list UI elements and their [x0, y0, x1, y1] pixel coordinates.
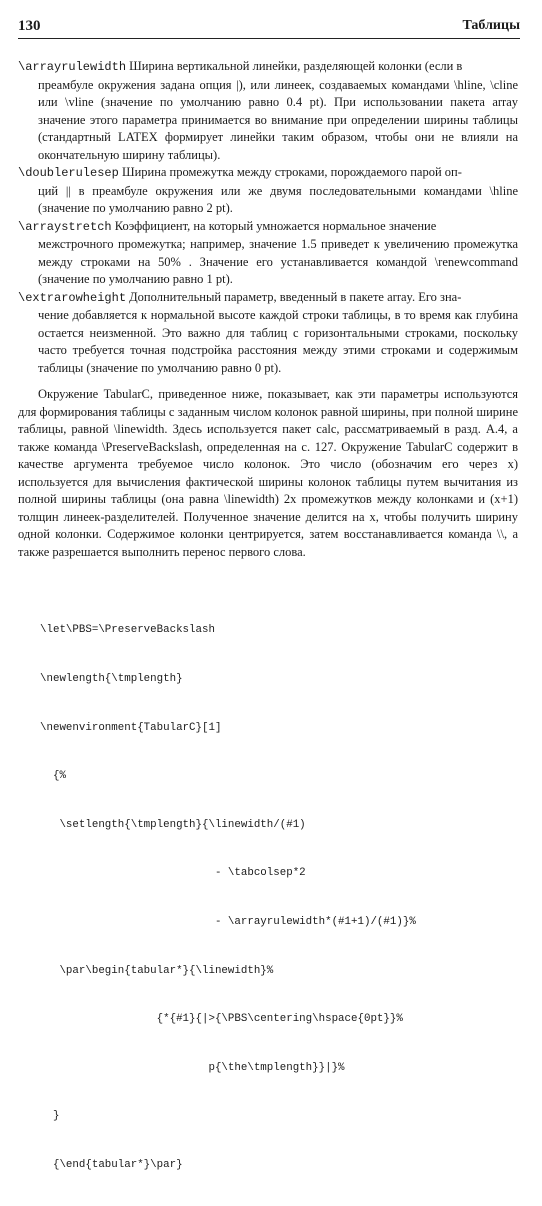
- code-line: {\end{tabular*}\par}: [40, 1158, 183, 1171]
- definition-first-line: Ширина вертикальной линейки, разделяющей колонки (если в: [129, 59, 463, 73]
- definition-doublerulesep: [18, 164, 518, 218]
- definition-term: \doublerulesep: [18, 166, 119, 180]
- code-line: {*{#1}{|>{\PBS\centering\hspace{0pt}}%: [40, 1013, 403, 1026]
- code-listing: [40, 590, 510, 1206]
- running-title: Таблицы: [462, 18, 520, 33]
- page-number: 130: [18, 18, 41, 34]
- code-line: }: [40, 1110, 60, 1123]
- definition-first-line: Дополнительный параметр, введенный в пакете array. Его зна-: [129, 289, 462, 304]
- code-line: p{\the\tmplength}}|}%: [40, 1061, 345, 1074]
- code-line: {%: [40, 770, 66, 783]
- code-line: \let\PBS=\PreserveBackslash: [40, 624, 215, 637]
- page-header: [18, 16, 520, 39]
- definition-term: \arraystretch: [18, 219, 112, 234]
- definition-extrarowheight: [18, 289, 518, 378]
- definition-continuation: ций || в преамбуле окружения или же двумя последовательными командами \hline (значение по умолчанию равно 2 pt).: [38, 183, 518, 215]
- code-line: - \tabcolsep*2: [40, 867, 306, 880]
- body-paragraph: Окружение TabularC, приведенное ниже, показывает, как эти параметры используются для формирования таблицы с заданным числом колонок равной ширины, при полной ширине таблицы, равной \linewidth. Здесь используется пакет calc, рассматриваемый в разд. A.4, а также команда \PreserveBackslash, определенная на с. 127. Окружение TabularC содержит в качестве аргумента требуемое число колонок. Это число (обозначим его через x) используется для вычисления фактической ширины колонок таблицы путем вычитания из полной ширины таблицы (она равна \linewidth) 2x промежутков между колонками и (x+1) толщин линеек-разделителей. Полученное значение делится на x, чтобы получить ширину одной колонки. Содержимое колонки центрируется, затем восстанавливается команда \\, а также разрешается выполнить перенос первого слова.: [18, 387, 518, 559]
- definition-arrayrulewidth: [18, 58, 518, 164]
- definition-continuation: межстрочного промежутка; например, значение 1.5 приведет к увеличению промежутка между строками на 50% . Значение его устанавливается командой \renewcommand (значение по умолчанию равно 1 pt).: [38, 237, 518, 286]
- code-line: \newenvironment{TabularC}[1]: [40, 721, 222, 734]
- definition-first-line: Ширина промежутка между строками, порождаемого парой оп-: [121, 165, 462, 179]
- definition-arraystretch: [18, 218, 518, 289]
- code-line: \setlength{\tmplength}{\linewidth/(#1): [40, 818, 306, 831]
- parameter-definitions: [18, 58, 518, 377]
- code-line: \par\begin{tabular*}{\linewidth}%: [40, 964, 274, 977]
- definition-term: \arrayrulewidth: [18, 60, 127, 74]
- definition-first-line: Коэффициент, на который умножается нормальное значение: [114, 218, 437, 233]
- definition-continuation: преамбуле окружения задана опция |), или линеек, создаваемых командами \hline, \cline или \vline (значение по умолчанию равно 0.4 pt). При использовании пакета array значение этого параметра принимается во внимание при определении ширины таблицы (стандартный LATEX формирует линейки таким образом, чтобы они не влияли на окончательную ширину таблицы).: [38, 77, 518, 162]
- definition-term: \extrarowheight: [18, 290, 127, 305]
- code-line: \newlength{\tmplength}: [40, 673, 183, 685]
- definition-continuation: чение добавляется к нормальной высоте каждой строки таблицы, в то время как глубина остается неизменной. Это важно для таблиц с горизонтальными строками, поскольку часто требуется точная подстройка расстояния между этими строками и содержимым таблицы (значение по умолчанию равно 0 pt).: [38, 308, 518, 375]
- code-line: - \arrayrulewidth*(#1+1)/(#1)}%: [40, 915, 416, 928]
